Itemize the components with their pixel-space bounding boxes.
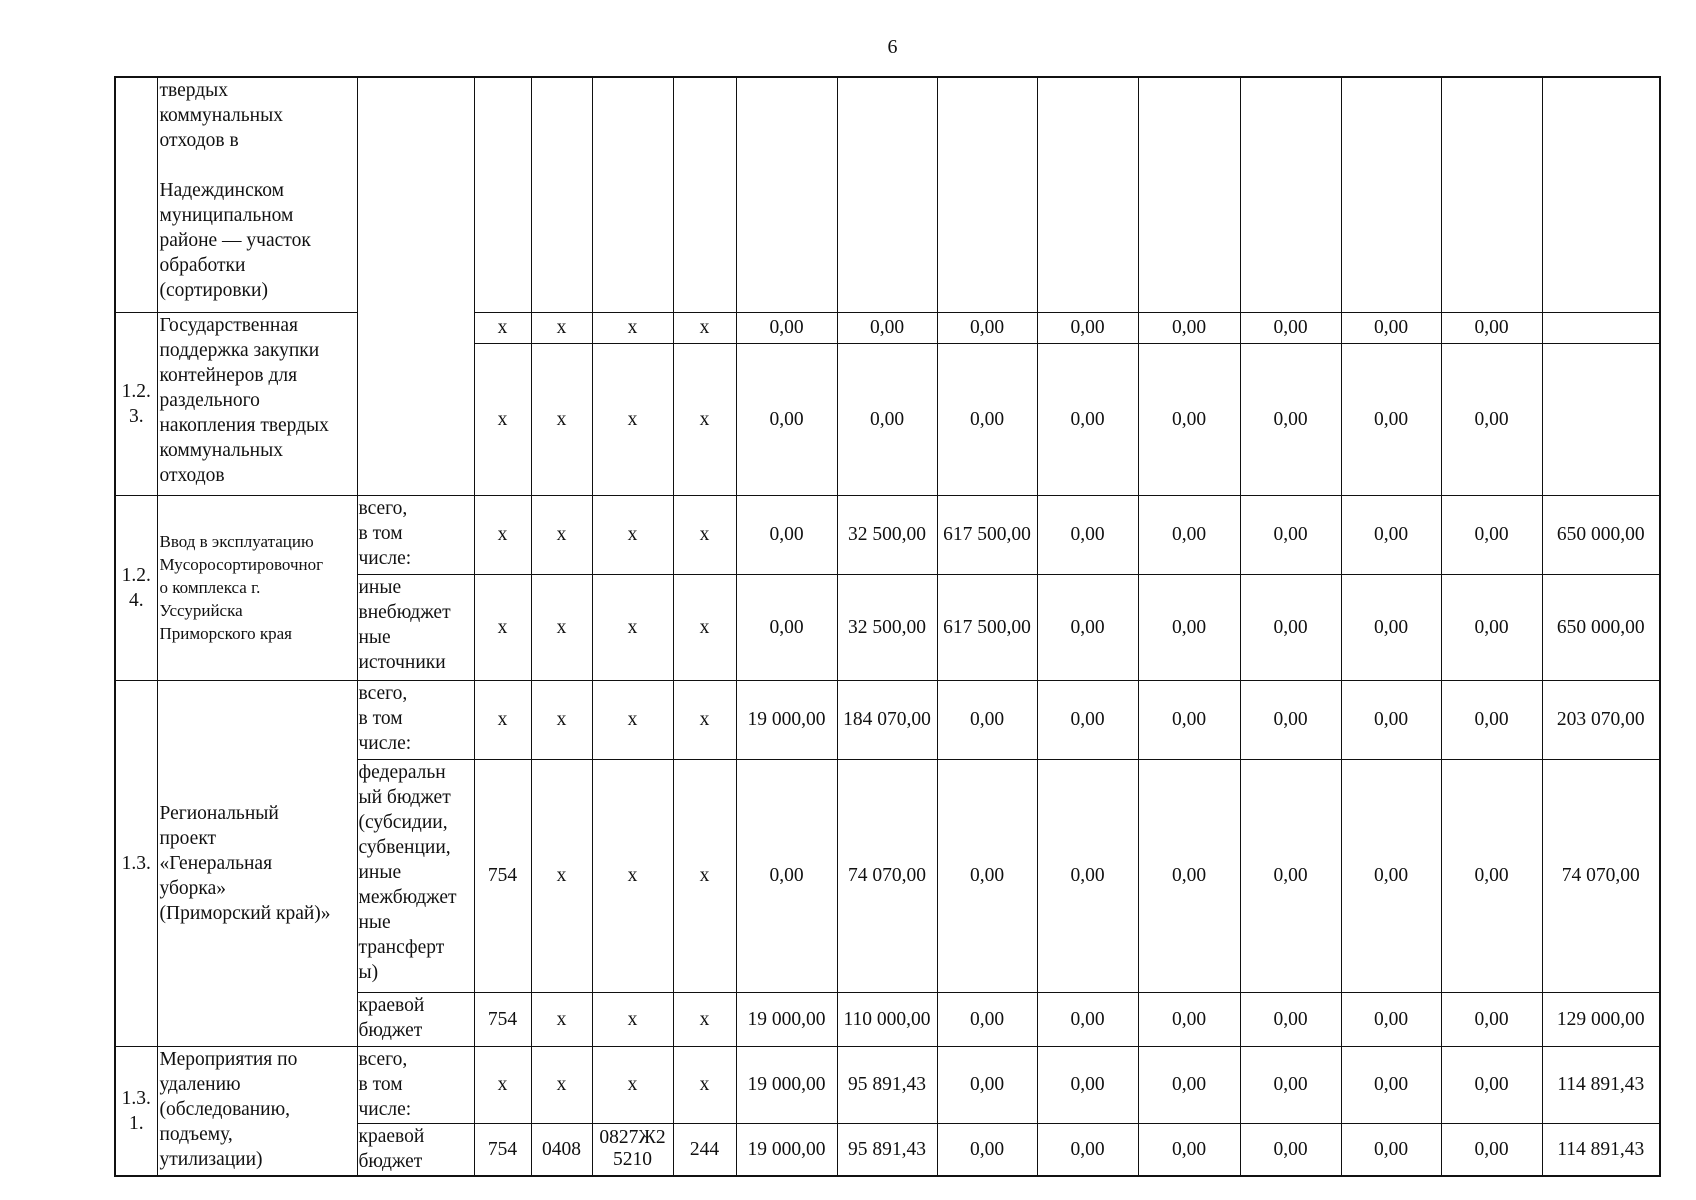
value-cell: 0,00 <box>736 759 837 992</box>
total-cell: 74 070,00 <box>1542 759 1660 992</box>
value-cell: 0,00 <box>937 1123 1037 1176</box>
table-row <box>115 312 1660 343</box>
row-number-cell: 1.2. 4. <box>115 495 157 680</box>
value-cell: 184 070,00 <box>837 680 937 759</box>
value-cell: 74 070,00 <box>837 759 937 992</box>
value-cell: 0,00 <box>1240 574 1341 680</box>
value-cell: 0,00 <box>1240 759 1341 992</box>
value-cell <box>1341 77 1441 312</box>
value-cell <box>937 77 1037 312</box>
total-cell <box>1542 343 1660 495</box>
vr-cell: х <box>673 1046 736 1123</box>
value-cell: 32 500,00 <box>837 495 937 574</box>
value-cell: 0,00 <box>1240 312 1341 343</box>
table-row <box>115 1046 1660 1123</box>
value-cell: 0,00 <box>1341 1046 1441 1123</box>
value-cell <box>1037 77 1138 312</box>
value-cell: 0,00 <box>1138 312 1240 343</box>
total-cell: 650 000,00 <box>1542 495 1660 574</box>
funding-source-cell: краевой бюджет <box>357 1123 474 1176</box>
value-cell <box>1138 77 1240 312</box>
value-cell: 0,00 <box>1441 1046 1542 1123</box>
table-row <box>115 680 1660 759</box>
value-cell: 0,00 <box>1037 759 1138 992</box>
grbs-cell: х <box>474 1046 531 1123</box>
rzpr-cell: х <box>531 1046 592 1123</box>
value-cell: 0,00 <box>1138 680 1240 759</box>
value-cell: 32 500,00 <box>837 574 937 680</box>
funding-source-cell: федеральн ый бюджет (субсидии, субвенции, иные межбюджет ные трансферт ы) <box>357 759 474 992</box>
csr-cell: х <box>592 1046 673 1123</box>
value-cell: 0,00 <box>1441 1123 1542 1176</box>
vr-cell: 244 <box>673 1123 736 1176</box>
funding-source-cell: всего, в том числе: <box>357 680 474 759</box>
total-cell: 114 891,43 <box>1542 1123 1660 1176</box>
table-row <box>115 77 1660 312</box>
total-cell <box>1542 312 1660 343</box>
csr-cell <box>592 77 673 312</box>
value-cell: 0,00 <box>1441 495 1542 574</box>
rzpr-cell: х <box>531 759 592 992</box>
vr-cell: х <box>673 759 736 992</box>
rzpr-cell: х <box>531 343 592 495</box>
csr-cell: х <box>592 759 673 992</box>
value-cell: 0,00 <box>1341 312 1441 343</box>
grbs-cell: х <box>474 680 531 759</box>
csr-cell: х <box>592 680 673 759</box>
rzpr-cell: х <box>531 680 592 759</box>
value-cell: 0,00 <box>1341 574 1441 680</box>
total-cell: 650 000,00 <box>1542 574 1660 680</box>
value-cell: 0,00 <box>837 312 937 343</box>
value-cell: 19 000,00 <box>736 1046 837 1123</box>
value-cell: 0,00 <box>1037 1123 1138 1176</box>
value-cell: 0,00 <box>1037 312 1138 343</box>
value-cell: 0,00 <box>937 992 1037 1046</box>
vr-cell: х <box>673 495 736 574</box>
grbs-cell <box>474 77 531 312</box>
value-cell: 0,00 <box>1138 343 1240 495</box>
activity-name-cell: твердых коммунальных отходов в Надеждинском муниципальном районе — участок обработки (сортировки) <box>157 77 357 312</box>
csr-cell: 0827Ж2 5210 <box>592 1123 673 1176</box>
value-cell: 0,00 <box>1341 992 1441 1046</box>
value-cell: 0,00 <box>1037 574 1138 680</box>
vr-cell: х <box>673 574 736 680</box>
value-cell: 0,00 <box>1240 1123 1341 1176</box>
grbs-cell: х <box>474 495 531 574</box>
grbs-cell: х <box>474 312 531 343</box>
vr-cell <box>673 77 736 312</box>
funding-source-cell: иные внебюджет ные источники <box>357 574 474 680</box>
value-cell: 19 000,00 <box>736 992 837 1046</box>
value-cell: 0,00 <box>736 574 837 680</box>
value-cell: 19 000,00 <box>736 680 837 759</box>
csr-cell: х <box>592 574 673 680</box>
grbs-cell: х <box>474 343 531 495</box>
value-cell: 110 000,00 <box>837 992 937 1046</box>
vr-cell: х <box>673 992 736 1046</box>
value-cell: 0,00 <box>1441 759 1542 992</box>
funding-source-cell: всего, в том числе: <box>357 495 474 574</box>
csr-cell: х <box>592 992 673 1046</box>
csr-cell: х <box>592 312 673 343</box>
value-cell: 95 891,43 <box>837 1123 937 1176</box>
total-cell: 203 070,00 <box>1542 680 1660 759</box>
activity-name-cell: Ввод в эксплуатацию Мусоросортировочног о комплекса г. Уссурийска Приморского края <box>157 495 357 680</box>
value-cell: 617 500,00 <box>937 495 1037 574</box>
value-cell: 0,00 <box>1037 495 1138 574</box>
value-cell: 0,00 <box>1240 1046 1341 1123</box>
value-cell: 0,00 <box>1240 992 1341 1046</box>
value-cell <box>837 77 937 312</box>
value-cell: 95 891,43 <box>837 1046 937 1123</box>
rzpr-cell: х <box>531 495 592 574</box>
value-cell <box>736 77 837 312</box>
value-cell: 0,00 <box>1037 680 1138 759</box>
value-cell: 0,00 <box>837 343 937 495</box>
value-cell: 0,00 <box>1138 574 1240 680</box>
value-cell: 0,00 <box>1138 495 1240 574</box>
row-number-cell: 1.2. 3. <box>115 312 157 495</box>
grbs-cell: 754 <box>474 992 531 1046</box>
total-cell: 129 000,00 <box>1542 992 1660 1046</box>
value-cell <box>1441 77 1542 312</box>
value-cell: 0,00 <box>1240 495 1341 574</box>
rzpr-cell: х <box>531 574 592 680</box>
value-cell: 0,00 <box>1441 312 1542 343</box>
value-cell: 0,00 <box>1341 759 1441 992</box>
value-cell: 0,00 <box>1341 495 1441 574</box>
row-number-cell: 1.3. 1. <box>115 1046 157 1176</box>
value-cell: 0,00 <box>937 1046 1037 1123</box>
budget-table <box>114 76 1661 1177</box>
value-cell: 0,00 <box>1441 992 1542 1046</box>
activity-name-cell: Региональный проект «Генеральная уборка» (Приморский край)» <box>157 680 357 1046</box>
page-number: 6 <box>887 36 898 58</box>
value-cell: 0,00 <box>937 759 1037 992</box>
rzpr-cell <box>531 77 592 312</box>
value-cell: 0,00 <box>736 495 837 574</box>
value-cell: 0,00 <box>1441 680 1542 759</box>
vr-cell: х <box>673 343 736 495</box>
row-number-cell <box>115 77 157 312</box>
total-cell: 114 891,43 <box>1542 1046 1660 1123</box>
funding-source-cell: всего, в том числе: <box>357 1046 474 1123</box>
value-cell <box>1240 77 1341 312</box>
funding-source-cell: краевой бюджет <box>357 992 474 1046</box>
value-cell: 0,00 <box>1441 574 1542 680</box>
grbs-cell: 754 <box>474 1123 531 1176</box>
value-cell: 0,00 <box>1341 680 1441 759</box>
rzpr-cell: х <box>531 312 592 343</box>
row-number-cell: 1.3. <box>115 680 157 1046</box>
rzpr-cell: 0408 <box>531 1123 592 1176</box>
activity-name-cell: Мероприятия по удалению (обследованию, подъему, утилизации) <box>157 1046 357 1176</box>
value-cell: 0,00 <box>1240 343 1341 495</box>
csr-cell: х <box>592 343 673 495</box>
grbs-cell: х <box>474 574 531 680</box>
value-cell: 0,00 <box>1341 1123 1441 1176</box>
value-cell: 19 000,00 <box>736 1123 837 1176</box>
rzpr-cell: х <box>531 992 592 1046</box>
vr-cell: х <box>673 680 736 759</box>
value-cell: 617 500,00 <box>937 574 1037 680</box>
value-cell: 0,00 <box>937 343 1037 495</box>
value-cell: 0,00 <box>1341 343 1441 495</box>
value-cell: 0,00 <box>1037 992 1138 1046</box>
value-cell: 0,00 <box>736 312 837 343</box>
value-cell: 0,00 <box>1441 343 1542 495</box>
value-cell: 0,00 <box>736 343 837 495</box>
value-cell: 0,00 <box>1138 1046 1240 1123</box>
value-cell: 0,00 <box>1138 759 1240 992</box>
grbs-cell: 754 <box>474 759 531 992</box>
vr-cell: х <box>673 312 736 343</box>
value-cell: 0,00 <box>1037 343 1138 495</box>
value-cell: 0,00 <box>1240 680 1341 759</box>
csr-cell: х <box>592 495 673 574</box>
total-cell <box>1542 77 1660 312</box>
value-cell: 0,00 <box>1037 1046 1138 1123</box>
value-cell: 0,00 <box>1138 1123 1240 1176</box>
value-cell: 0,00 <box>937 312 1037 343</box>
value-cell: 0,00 <box>1138 992 1240 1046</box>
value-cell: 0,00 <box>937 680 1037 759</box>
activity-name-cell: Государственная поддержка закупки контейнеров для раздельного накопления твердых коммунальных отходов <box>157 312 357 495</box>
table-row <box>115 495 1660 574</box>
funding-source-cell <box>357 77 474 495</box>
